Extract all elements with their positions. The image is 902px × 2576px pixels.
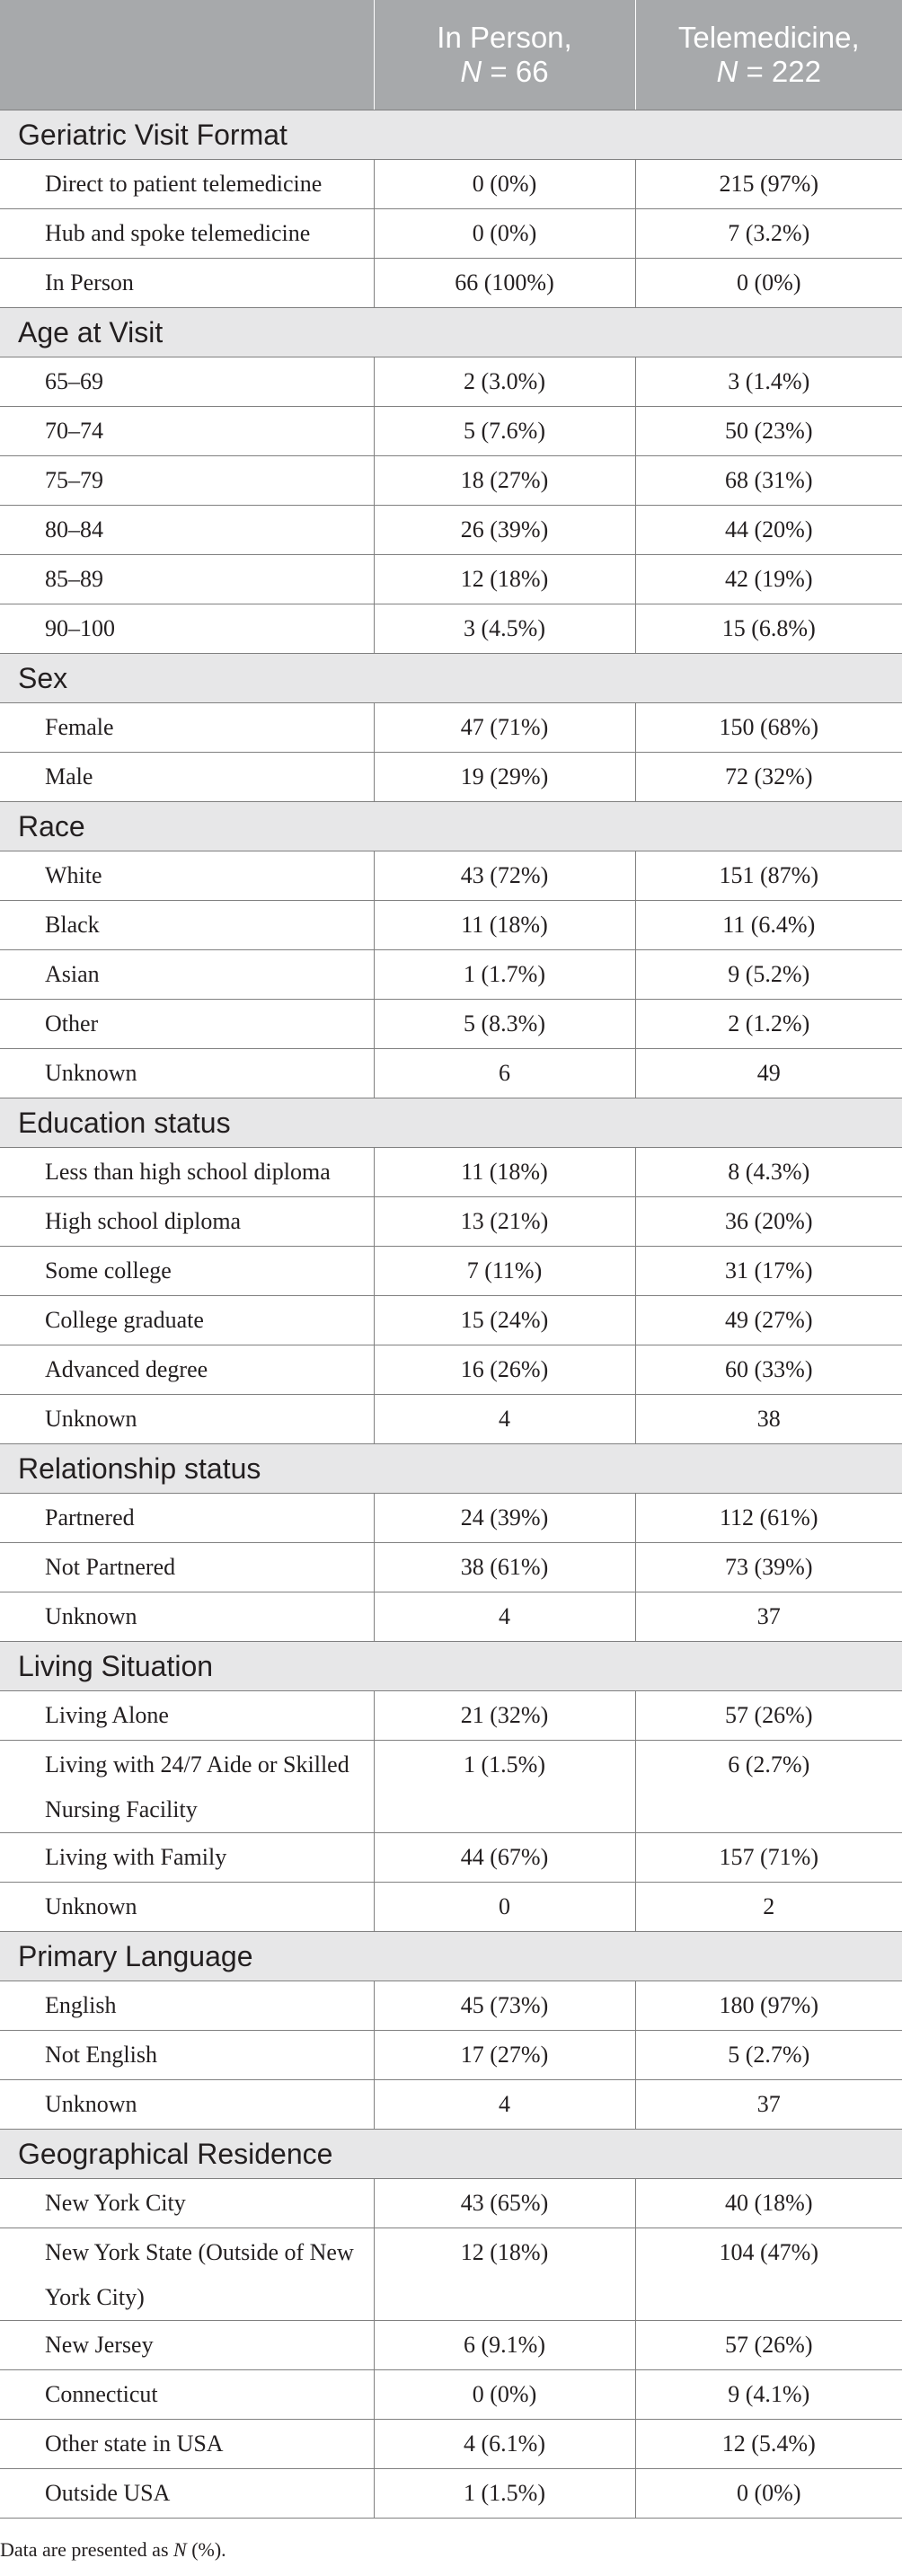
- telemedicine-value: 9 (5.2%): [635, 950, 902, 1000]
- row-label: Unknown: [0, 1395, 374, 1444]
- telemedicine-value: 40 (18%): [635, 2179, 902, 2228]
- table-row: [0, 2179, 902, 2228]
- row-label: Female: [0, 703, 374, 753]
- row-label: Male: [0, 753, 374, 802]
- in-person-value: 18 (27%): [374, 456, 635, 506]
- telemedicine-value: 3 (1.4%): [635, 357, 902, 407]
- table-row: [0, 555, 902, 604]
- table-row: [0, 1741, 902, 1833]
- section-header-row: [0, 2130, 902, 2179]
- row-label: Partnered: [0, 1494, 374, 1543]
- table-row: [0, 1000, 902, 1049]
- row-label: New York State (Outside of New York City): [0, 2228, 374, 2321]
- telemedicine-value: 6 (2.7%): [635, 1741, 902, 1833]
- telemedicine-value: 8 (4.3%): [635, 1148, 902, 1197]
- telemedicine-value: 5 (2.7%): [635, 2031, 902, 2080]
- row-label: In Person: [0, 259, 374, 308]
- section-title: Geriatric Visit Format: [0, 110, 902, 160]
- in-person-value: 7 (11%): [374, 1247, 635, 1296]
- in-person-value: 66 (100%): [374, 259, 635, 308]
- header-telemedicine-label: Telemedicine,: [677, 21, 860, 54]
- table-row: [0, 2080, 902, 2130]
- telemedicine-value: 9 (4.1%): [635, 2370, 902, 2420]
- in-person-value: 0 (0%): [374, 209, 635, 259]
- section-title: Race: [0, 802, 902, 851]
- table-row: [0, 2469, 902, 2519]
- in-person-value: 4: [374, 2080, 635, 2130]
- telemedicine-value: 49 (27%): [635, 1296, 902, 1345]
- in-person-value: 19 (29%): [374, 753, 635, 802]
- telemedicine-value: 2: [635, 1883, 902, 1932]
- header-in-person-n-symbol: N: [460, 55, 482, 88]
- header-telemedicine-n-symbol: N: [716, 55, 738, 88]
- in-person-value: 6: [374, 1049, 635, 1098]
- in-person-value: 1 (1.5%): [374, 1741, 635, 1833]
- header-in-person: [374, 0, 635, 110]
- in-person-value: 6 (9.1%): [374, 2321, 635, 2370]
- table-row: [0, 1981, 902, 2031]
- telemedicine-value: 57 (26%): [635, 2321, 902, 2370]
- row-label: Unknown: [0, 1883, 374, 1932]
- table-row: [0, 407, 902, 456]
- table-row: [0, 1296, 902, 1345]
- in-person-value: 11 (18%): [374, 1148, 635, 1197]
- in-person-value: 24 (39%): [374, 1494, 635, 1543]
- row-label: Connecticut: [0, 2370, 374, 2420]
- row-label: English: [0, 1981, 374, 2031]
- telemedicine-value: 57 (26%): [635, 1691, 902, 1741]
- row-label: Unknown: [0, 2080, 374, 2130]
- section-title: Sex: [0, 654, 902, 703]
- telemedicine-value: 38: [635, 1395, 902, 1444]
- in-person-value: 0: [374, 1883, 635, 1932]
- telemedicine-value: 36 (20%): [635, 1197, 902, 1247]
- row-label: Hub and spoke telemedicine: [0, 209, 374, 259]
- row-label: Not Partnered: [0, 1543, 374, 1592]
- in-person-value: 44 (67%): [374, 1833, 635, 1883]
- table-row: [0, 1494, 902, 1543]
- in-person-value: 21 (32%): [374, 1691, 635, 1741]
- section-header-row: [0, 110, 902, 160]
- table-row: [0, 1691, 902, 1741]
- telemedicine-value: 12 (5.4%): [635, 2420, 902, 2469]
- table-row: [0, 2370, 902, 2420]
- telemedicine-value: 150 (68%): [635, 703, 902, 753]
- row-label: New Jersey: [0, 2321, 374, 2370]
- section-title: Age at Visit: [0, 308, 902, 357]
- in-person-value: 1 (1.5%): [374, 2469, 635, 2519]
- table-row: [0, 2031, 902, 2080]
- table-row: [0, 357, 902, 407]
- table-row: [0, 160, 902, 209]
- telemedicine-value: 42 (19%): [635, 555, 902, 604]
- row-label: Other state in USA: [0, 2420, 374, 2469]
- table-row: [0, 1833, 902, 1883]
- in-person-value: 12 (18%): [374, 2228, 635, 2321]
- section-title: Living Situation: [0, 1642, 902, 1691]
- row-label: Black: [0, 901, 374, 950]
- row-label: 85–89: [0, 555, 374, 604]
- in-person-value: 0 (0%): [374, 2370, 635, 2420]
- in-person-value: 5 (8.3%): [374, 1000, 635, 1049]
- table-body: [0, 110, 902, 2519]
- section-title: Primary Language: [0, 1932, 902, 1981]
- telemedicine-value: 49: [635, 1049, 902, 1098]
- table-row: [0, 209, 902, 259]
- section-header-row: [0, 1642, 902, 1691]
- table-row: [0, 604, 902, 654]
- in-person-value: 15 (24%): [374, 1296, 635, 1345]
- telemedicine-value: 7 (3.2%): [635, 209, 902, 259]
- in-person-value: 47 (71%): [374, 703, 635, 753]
- row-label: College graduate: [0, 1296, 374, 1345]
- table-footnote: [0, 2538, 226, 2562]
- row-label: Less than high school diploma: [0, 1148, 374, 1197]
- footnote-text-after: (%).: [186, 2538, 226, 2561]
- in-person-value: 26 (39%): [374, 506, 635, 555]
- telemedicine-value: 15 (6.8%): [635, 604, 902, 654]
- header-telemedicine-n-value: = 222: [738, 55, 821, 88]
- section-title: Geographical Residence: [0, 2130, 902, 2179]
- telemedicine-value: 215 (97%): [635, 160, 902, 209]
- row-label: Outside USA: [0, 2469, 374, 2519]
- in-person-value: 13 (21%): [374, 1197, 635, 1247]
- telemedicine-value: 50 (23%): [635, 407, 902, 456]
- in-person-value: 43 (72%): [374, 851, 635, 901]
- section-title: Relationship status: [0, 1444, 902, 1494]
- row-label: Some college: [0, 1247, 374, 1296]
- telemedicine-value: 2 (1.2%): [635, 1000, 902, 1049]
- row-label: Living Alone: [0, 1691, 374, 1741]
- telemedicine-value: 180 (97%): [635, 1981, 902, 2031]
- in-person-value: 4: [374, 1592, 635, 1642]
- row-label: Unknown: [0, 1049, 374, 1098]
- table-row: [0, 1883, 902, 1932]
- in-person-value: 43 (65%): [374, 2179, 635, 2228]
- section-header-row: [0, 308, 902, 357]
- table-row: [0, 703, 902, 753]
- section-header-row: [0, 654, 902, 703]
- table-row: [0, 456, 902, 506]
- row-label: Direct to patient telemedicine: [0, 160, 374, 209]
- telemedicine-value: 157 (71%): [635, 1833, 902, 1883]
- row-label: 90–100: [0, 604, 374, 654]
- table-row: [0, 2321, 902, 2370]
- table-row: [0, 1592, 902, 1642]
- row-label: 65–69: [0, 357, 374, 407]
- in-person-value: 45 (73%): [374, 1981, 635, 2031]
- telemedicine-value: 104 (47%): [635, 2228, 902, 2321]
- header-in-person-label: In Person,: [437, 21, 572, 54]
- row-label: Living with Family: [0, 1833, 374, 1883]
- telemedicine-value: 73 (39%): [635, 1543, 902, 1592]
- header-variable-cell: [0, 0, 374, 110]
- telemedicine-value: 0 (0%): [635, 259, 902, 308]
- table-header: [0, 0, 902, 110]
- section-header-row: [0, 802, 902, 851]
- in-person-value: 5 (7.6%): [374, 407, 635, 456]
- telemedicine-value: 0 (0%): [635, 2469, 902, 2519]
- telemedicine-value: 112 (61%): [635, 1494, 902, 1543]
- telemedicine-value: 37: [635, 2080, 902, 2130]
- table-row: [0, 259, 902, 308]
- table-row: [0, 2228, 902, 2321]
- table-row: [0, 1345, 902, 1395]
- section-header-row: [0, 1932, 902, 1981]
- in-person-value: 17 (27%): [374, 2031, 635, 2080]
- row-label: Not English: [0, 2031, 374, 2080]
- table-row: [0, 1197, 902, 1247]
- table-row: [0, 1395, 902, 1444]
- in-person-value: 38 (61%): [374, 1543, 635, 1592]
- table-row: [0, 506, 902, 555]
- footnote-n-symbol: N: [173, 2538, 187, 2561]
- telemedicine-value: 44 (20%): [635, 506, 902, 555]
- telemedicine-value: 60 (33%): [635, 1345, 902, 1395]
- telemedicine-value: 11 (6.4%): [635, 901, 902, 950]
- section-title: Education status: [0, 1098, 902, 1148]
- row-label: Advanced degree: [0, 1345, 374, 1395]
- table-row: [0, 950, 902, 1000]
- table-row: [0, 1148, 902, 1197]
- table-row: [0, 1247, 902, 1296]
- in-person-value: 2 (3.0%): [374, 357, 635, 407]
- in-person-value: 12 (18%): [374, 555, 635, 604]
- row-label: Other: [0, 1000, 374, 1049]
- telemedicine-value: 68 (31%): [635, 456, 902, 506]
- header-in-person-n-value: = 66: [482, 55, 549, 88]
- row-label: New York City: [0, 2179, 374, 2228]
- telemedicine-value: 72 (32%): [635, 753, 902, 802]
- table-row: [0, 901, 902, 950]
- in-person-value: 3 (4.5%): [374, 604, 635, 654]
- row-label: Unknown: [0, 1592, 374, 1642]
- row-label: White: [0, 851, 374, 901]
- in-person-value: 1 (1.7%): [374, 950, 635, 1000]
- section-header-row: [0, 1098, 902, 1148]
- telemedicine-value: 37: [635, 1592, 902, 1642]
- table-row: [0, 1049, 902, 1098]
- header-telemedicine: [635, 0, 902, 110]
- row-label: 75–79: [0, 456, 374, 506]
- table-row: [0, 851, 902, 901]
- table-row: [0, 753, 902, 802]
- table-row: [0, 2420, 902, 2469]
- footnote-text-before: Data are presented as: [0, 2538, 174, 2561]
- in-person-value: 4 (6.1%): [374, 2420, 635, 2469]
- in-person-value: 16 (26%): [374, 1345, 635, 1395]
- header-row: [0, 0, 902, 110]
- in-person-value: 11 (18%): [374, 901, 635, 950]
- telemedicine-value: 31 (17%): [635, 1247, 902, 1296]
- section-header-row: [0, 1444, 902, 1494]
- row-label: 80–84: [0, 506, 374, 555]
- row-label: 70–74: [0, 407, 374, 456]
- row-label: Living with 24/7 Aide or Skilled Nursing Facility: [0, 1741, 374, 1833]
- row-label: High school diploma: [0, 1197, 374, 1247]
- in-person-value: 4: [374, 1395, 635, 1444]
- in-person-value: 0 (0%): [374, 160, 635, 209]
- row-label: Asian: [0, 950, 374, 1000]
- table-row: [0, 1543, 902, 1592]
- telemedicine-value: 151 (87%): [635, 851, 902, 901]
